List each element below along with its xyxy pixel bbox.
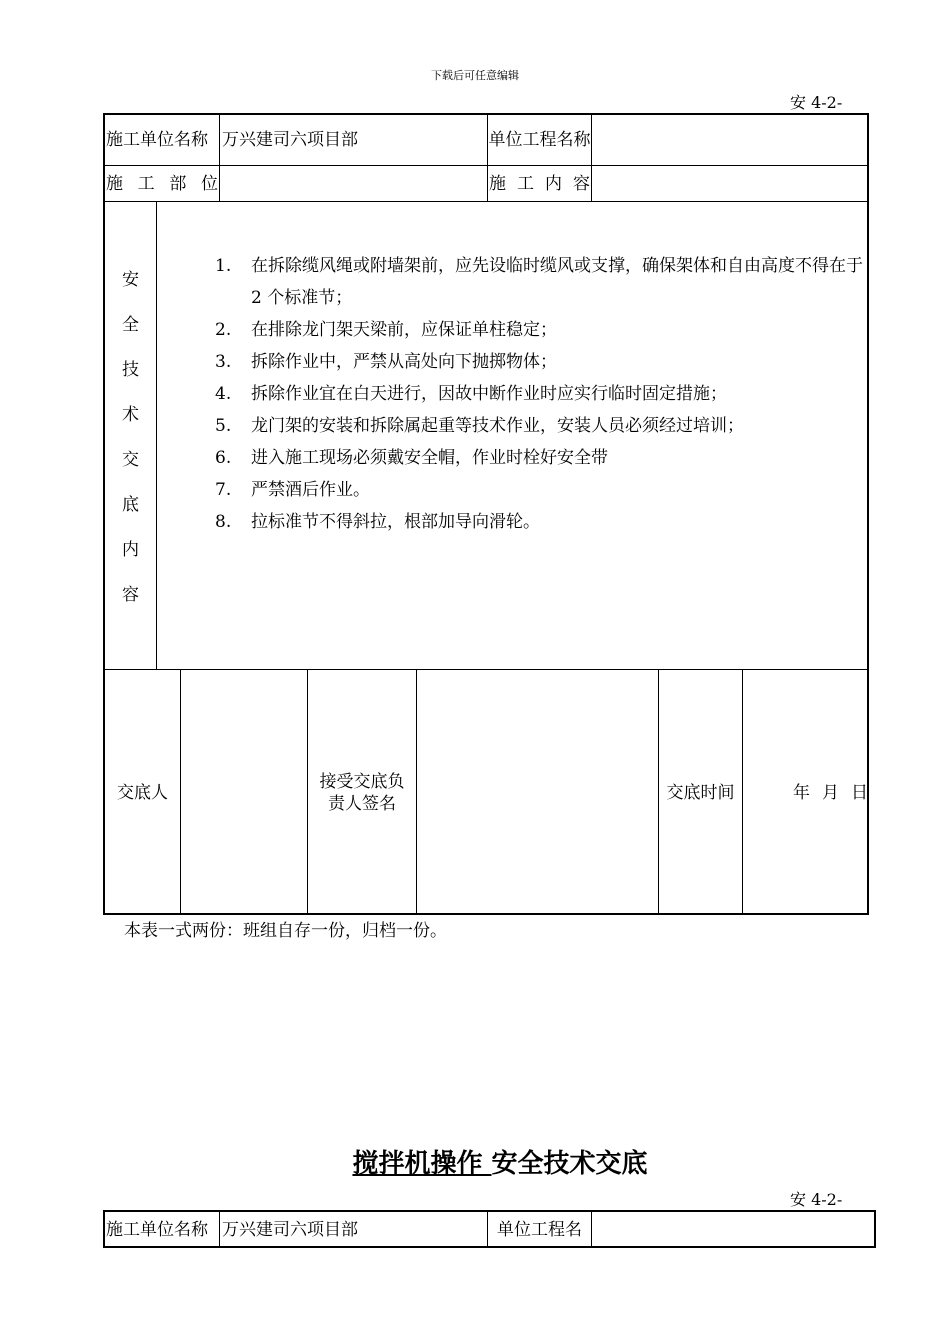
list-item: 8. 拉标准节不得斜拉，根部加导向滑轮。 (215, 512, 540, 532)
list-item: 4. 拆除作业宜在白天进行，因故中断作业时应实行临时固定措施； (215, 384, 727, 404)
briefing-time-label: 交底时间 (666, 782, 735, 803)
project-name-value (595, 115, 865, 165)
safety-items-list (215, 250, 875, 538)
content-label: 施 工 内 容 (489, 173, 590, 194)
content-value (595, 166, 865, 201)
receiver-signature-value (417, 670, 658, 915)
form-number: 安 4-2- (790, 93, 843, 112)
receiver-signature-label: 接受交底负责人签名 (319, 771, 405, 814)
list-item: 7. 严禁酒后作业。 (215, 480, 370, 500)
safety-content-label: 安 全 技 术 交 底 内 容 (122, 270, 139, 605)
briefing-date: 年 月 日 (793, 782, 868, 803)
briefer-value (181, 670, 307, 915)
list-item: 3. 拆除作业中，严禁从高处向下抛掷物体； (215, 352, 557, 372)
project-name-label-2: 单位工程名 (497, 1220, 582, 1240)
unit-name-value: 万兴建司六项目部 (222, 130, 358, 150)
mixer-briefing-table (103, 1210, 876, 1248)
header-note: 下载后可任意编辑 (431, 69, 519, 82)
list-item: 5. 龙门架的安装和拆除属起重等技术作业，安装人员必须经过培训； (215, 416, 744, 436)
unit-name-label-2: 施工单位名称 (106, 1220, 208, 1240)
location-value (222, 166, 482, 201)
location-label: 施 工 部 位 (106, 173, 218, 194)
list-item: 1. 在拆除缆风绳或附墙架前，应先设临时缆风或支撑，确保架体和自由高度不得在于 2 个标准节； (215, 256, 863, 308)
list-item: 2. 在排除龙门架天梁前，应保证单柱稳定； (215, 320, 557, 340)
form-number-2: 安 4-2- (790, 1190, 843, 1209)
unit-name-label: 施工单位名称 (106, 130, 208, 150)
page-title: 搅拌机操作 安全技术交底 (352, 1149, 648, 1179)
project-name-label: 单位工程名称 (488, 130, 591, 150)
list-item: 6. 进入施工现场必须戴安全帽，作业时栓好安全带 (215, 448, 608, 468)
briefer-label: 交底人 (117, 782, 168, 803)
footnote: 本表一式两份：班组自存一份，归档一份。 (124, 921, 447, 941)
safety-briefing-table (103, 113, 869, 915)
unit-name-value-2: 万兴建司六项目部 (222, 1220, 358, 1240)
project-name-value-2 (595, 1212, 865, 1248)
